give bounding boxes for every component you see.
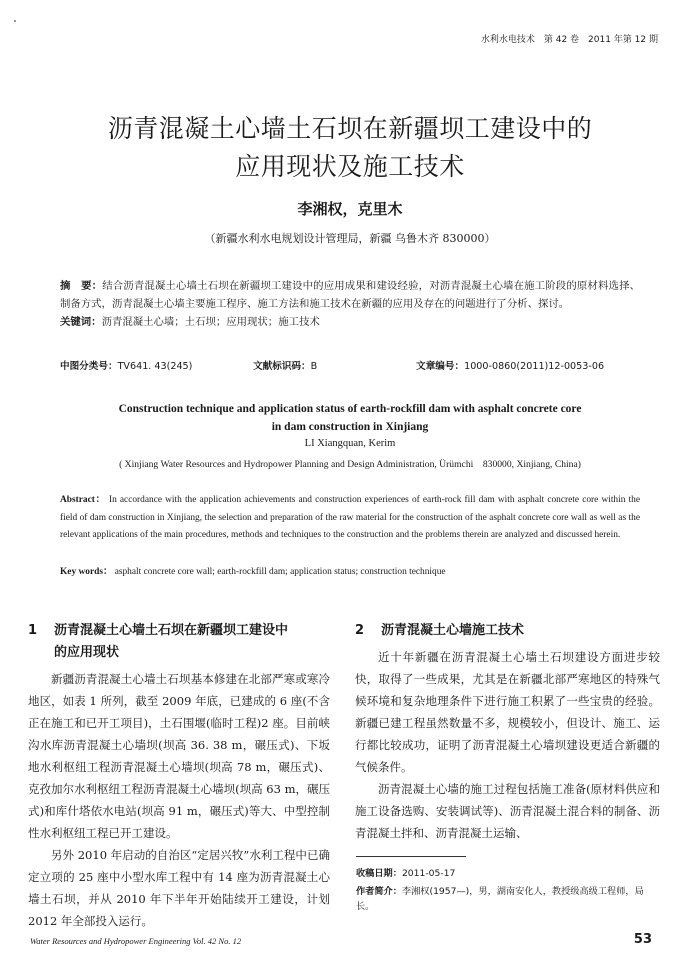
running-head: 水利水电技术 第 42 卷 2011 年第 12 期: [480, 35, 658, 45]
section-2-heading-text: 沥青混凝土心墙施工技术: [381, 623, 525, 638]
section-2-paragraph-1: 近十年新疆在沥青混凝土心墙土石坝建设方面进步较快，取得了一些成果，尤其是在新疆北部严寒地区的特殊气候环境和复杂地理条件下进行施工积累了一些宝贵的经验。新疆已建工程虽然数量不多，规模较小，但设计、施工、运行都比较成功，证明了沥青混凝土心墙坝建设更适合新疆的气候条件。: [355, 650, 660, 774]
english-title: [40, 400, 660, 436]
keywords-cn: [60, 313, 640, 331]
title-line-1: 沥青混凝土心墙土石坝在新疆坝工建设中的: [107, 114, 593, 143]
abstract-en-text: In accordance with the application achievements and construction experiences of earth-rock fill dam with asphalt concrete core within the field of dam construction in Xinjiang, the selection and preparation of the raw material for the construction of the asphalt concrete core wall as well as the relevant applications of the main procedures, methods and techniques to the construction and the problems therein are analyzed and discussed herein.: [60, 495, 640, 540]
abstract-cn-label: 摘 要：: [60, 280, 103, 292]
affiliation: （新疆水利水电规划设计管理局，新疆 乌鲁木齐 830000）: [204, 232, 496, 245]
section-1-paragraph-2: 另外 2010 年启动的自治区“定居兴牧”水利工程中已确定立项的 25 座中小型水库工程中有 14 座为沥青混凝土心墙土石坝，并从 2010 年下半年开始陆续开工建设，计划 2012 年全部投入运行。: [28, 848, 330, 928]
authors: 李湘权，克里木: [297, 200, 403, 218]
footnote-received-label: 收稿日期：: [356, 868, 402, 879]
classification-row: [60, 358, 640, 372]
section-1-paragraph-1: 新疆沥青混凝土心墙土石坝基本修建在北部严寒或寒冷地区，如表 1 所列，截至 2009 年底，已建成的 6 座(不含正在施工和已开工项目)，土石围堰(临时工程)2 座。目前峡沟水库沥青混凝土心墙坝(坝高 36. 38 m，碾压式)、下坂地水利枢纽工程沥青混凝土心墙坝(坝高 78 m，碾压式)、克孜加尔水利枢纽工程沥青混凝土心墙坝(坝高 63 m，碾压式)和库什塔依水电站(坝高 91 m，碾压式)等大、中型控制性水利枢纽工程已开工建设。: [28, 672, 330, 840]
abstract-cn: [60, 277, 640, 331]
keywords-en: [60, 563, 640, 577]
article-title: [0, 110, 700, 186]
abstract-cn-text: 结合沥青混凝土心墙土石坝在新疆坝工建设中的应用成果和建设经验，对沥青混凝土心墙在施工阶段的原材料选择、制备方式，沥青混凝土心墙主要施工程序、施工方法和施工技术在新疆的应用及存在的问题进行了分析、探讨。: [60, 280, 641, 310]
footnote-author-label: 作者简介：: [356, 886, 402, 897]
footnote-received-value: 2011-05-17: [401, 868, 456, 879]
clc-value: TV641. 43(245): [117, 361, 193, 372]
title-line-2: 应用现状及施工技术: [235, 152, 465, 181]
abstract-en-label: Abstract：: [60, 495, 106, 505]
abstract-en: [60, 492, 640, 545]
page-number: 53: [633, 932, 652, 947]
english-authors: LI Xiangquan, Kerim: [304, 438, 396, 449]
keywords-en-text: asphalt concrete core wall; earth-rockfill dam; application status; construction technique: [114, 567, 446, 577]
footnote-rule: [356, 856, 466, 857]
article-no-label: 文章编号：: [416, 361, 465, 372]
english-title-line-1: Construction technique and application status of earth-rockfill dam with asphalt concrete core: [118, 403, 582, 415]
doc-code-value: B: [310, 361, 318, 372]
article-no-value: 1000-0860(2011)12-0053-06: [464, 361, 605, 372]
doc-code-label: 文献标识码：: [253, 361, 311, 372]
article-no-block: [416, 358, 604, 372]
scan-speck: [14, 20, 16, 22]
section-2-paragraph-2: 沥青混凝土心墙的施工过程包括施工准备(原材料供应和施工设备选购、安装调试等)、沥青混凝土混合料的制备、沥青混凝土拌和、沥青混凝土运输、: [355, 782, 660, 840]
footnote-author-value: 李湘权(1957—)，男，湖南安化人，教授级高级工程师，局长。: [356, 886, 644, 912]
footnote-received: [356, 866, 656, 881]
clc-block: [60, 358, 250, 372]
keywords-cn-text: 沥青混凝土心墙；土石坝；应用现状；施工技术: [101, 316, 320, 328]
footer-journal: Water Resources and Hydropower Engineering Vol. 42 No. 12: [30, 936, 242, 946]
english-title-line-2: in dam construction in Xinjiang: [271, 421, 429, 433]
english-affiliation: ( Xinjiang Water Resources and Hydropower Planning and Design Administration, Ürümchi 830000, Xinjiang, China): [119, 459, 581, 470]
section-1-heading-line-1: 沥青混凝土心墙土石坝在新疆坝工建设中: [54, 623, 289, 638]
footnote-author: [356, 884, 656, 914]
column-right: [355, 620, 660, 844]
doc-code-block: [253, 358, 413, 372]
section-1-number: 1: [28, 623, 38, 638]
column-left: [28, 620, 330, 932]
section-2-number: 2: [355, 623, 365, 638]
section-1-heading: [28, 620, 330, 664]
section-2-heading: [355, 620, 660, 642]
keywords-en-label: Key words：: [60, 567, 113, 577]
section-1-heading-line-2: 的应用现状: [54, 645, 120, 660]
keywords-cn-label: 关键词：: [60, 316, 102, 328]
clc-label: 中图分类号：: [60, 361, 118, 372]
